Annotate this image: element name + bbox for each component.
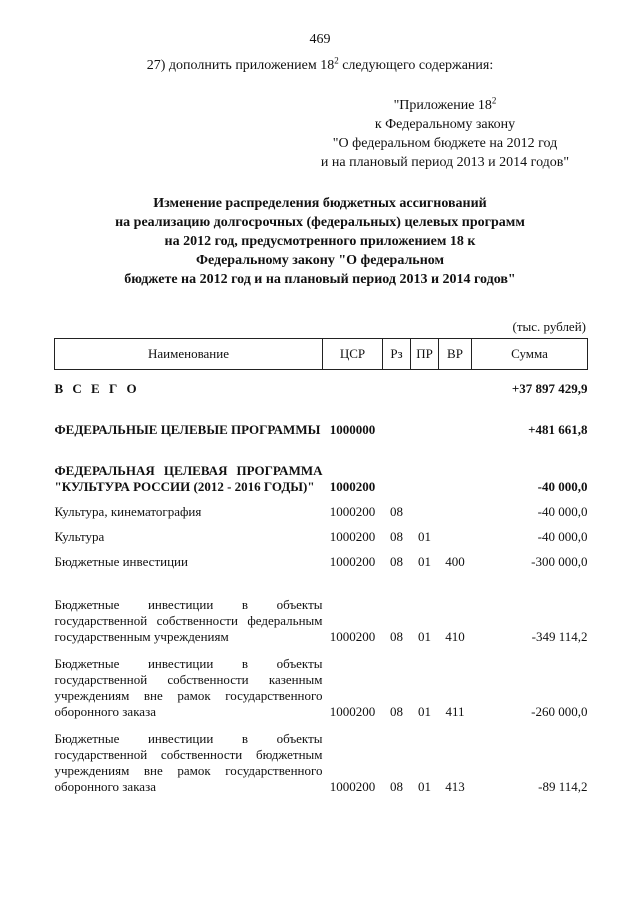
cell-pr: 01	[418, 529, 431, 544]
cell-rz: 08	[390, 554, 403, 569]
cell-csr: 1000200	[329, 504, 376, 519]
cell-pr	[411, 404, 439, 438]
table-row	[55, 652, 588, 720]
header-name: Наименование	[55, 339, 323, 370]
cell-csr: 1000200	[329, 704, 376, 719]
cell-name: Бюджетные инвестиции в объекты государственной собственности казенным учреждениям вне рамок государственного оборонного заказа	[54, 656, 323, 719]
header-csr: ЦСР	[323, 339, 383, 370]
cell-rz: 08	[390, 504, 403, 519]
table-row-total	[55, 377, 588, 397]
cell-rz: 08	[390, 529, 403, 544]
cell-sum: -89 114,2	[538, 779, 588, 794]
cell-csr: 1000200	[329, 629, 376, 644]
cell-vr	[439, 445, 472, 495]
cell-csr: 1000200	[329, 479, 376, 494]
budget-table	[54, 338, 588, 795]
cell-rz	[383, 445, 411, 495]
header-rz: Рз	[383, 339, 411, 370]
cell-name: Культура	[54, 529, 105, 544]
cell-csr: 1000000	[329, 422, 376, 437]
cell-rz	[383, 404, 411, 438]
appendix-line-1-text: "Приложение 18	[393, 98, 492, 113]
appendix-reference	[300, 96, 590, 172]
cell-vr: 410	[445, 629, 465, 644]
cell-pr: 01	[418, 704, 431, 719]
title-line: Изменение распределения бюджетных ассигнований	[153, 196, 487, 211]
intro-line	[0, 55, 640, 74]
cell-rz: 08	[390, 704, 403, 719]
table-header-row	[55, 339, 588, 370]
cell-rz: 08	[390, 629, 403, 644]
cell-sum: -260 000,0	[531, 704, 588, 719]
cell-sum: -40 000,0	[537, 479, 588, 494]
table-row	[55, 552, 588, 570]
cell-csr: 1000200	[329, 554, 376, 569]
cell-sum: +37 897 429,9	[511, 381, 588, 396]
table-row	[55, 502, 588, 520]
cell-rz	[383, 377, 411, 397]
cell-pr	[411, 502, 439, 520]
cell-vr	[439, 527, 472, 545]
table-row	[55, 527, 588, 545]
cell-vr: 413	[445, 779, 465, 794]
cell-csr	[323, 377, 383, 397]
table-row	[55, 445, 588, 495]
table-row	[55, 727, 588, 795]
cell-csr: 1000200	[329, 529, 376, 544]
title-line: бюджете на 2012 год и на плановый период 2013 и 2014 годов"	[124, 272, 516, 287]
cell-name: Бюджетные инвестиции	[54, 554, 188, 569]
table-row	[55, 404, 588, 438]
cell-sum: +481 661,8	[528, 422, 588, 437]
cell-pr: 01	[418, 554, 431, 569]
cell-name: ФЕДЕРАЛЬНЫЕ ЦЕЛЕВЫЕ ПРОГРАММЫ	[54, 422, 321, 437]
title-line: на реализацию долгосрочных (федеральных) целевых программ	[115, 215, 525, 230]
cell-vr	[439, 502, 472, 520]
page-number: 469	[309, 32, 331, 47]
cell-vr	[439, 404, 472, 438]
cell-vr: 411	[445, 704, 465, 719]
header-pr: ПР	[411, 339, 439, 370]
cell-sum: -300 000,0	[531, 554, 588, 569]
appendix-superscript: 2	[491, 95, 497, 106]
cell-sum: -40 000,0	[537, 504, 588, 519]
cell-pr: 01	[418, 779, 431, 794]
cell-pr	[411, 445, 439, 495]
cell-pr: 01	[418, 629, 431, 644]
table-row	[55, 577, 588, 645]
intro-text: 27) дополнить приложением 18	[146, 58, 335, 73]
title-line: Федеральному закону "О федеральном	[195, 253, 445, 268]
document-title	[70, 194, 570, 289]
cell-sum: -40 000,0	[537, 529, 588, 544]
cell-vr: 400	[445, 554, 465, 569]
header-sum: Сумма	[472, 339, 588, 370]
cell-name: ФЕДЕРАЛЬНАЯ ЦЕЛЕВАЯ ПРОГРАММА "КУЛЬТУРА РОССИИ (2012 - 2016 ГОДЫ)"	[54, 463, 323, 494]
cell-name: Бюджетные инвестиции в объекты государственной собственности федеральным государственным учреждениям	[54, 597, 323, 644]
cell-name: Бюджетные инвестиции в объекты государственной собственности бюджетным учреждениям вне рамок государственного оборонного заказа	[54, 731, 323, 794]
intro-superscript: 2	[334, 55, 339, 66]
cell-pr	[411, 377, 439, 397]
intro-text-after: следующего содержания:	[338, 58, 494, 73]
cell-vr	[439, 377, 472, 397]
appendix-line-1	[300, 96, 590, 115]
title-line: на 2012 год, предусмотренного приложением 18 к	[164, 234, 476, 249]
cell-rz: 08	[390, 779, 403, 794]
appendix-line-2: к Федеральному закону	[374, 117, 516, 132]
appendix-line-3: "О федеральном бюджете на 2012 год	[332, 136, 558, 151]
cell-name: Культура, кинематография	[54, 504, 202, 519]
cell-csr: 1000200	[329, 779, 376, 794]
unit-note: (тыс. рублей)	[512, 319, 586, 334]
cell-sum: -349 114,2	[531, 629, 588, 644]
appendix-line-4: и на плановый период 2013 и 2014 годов"	[320, 155, 570, 170]
cell-name: В С Е Г О	[54, 381, 140, 396]
header-vr: ВР	[439, 339, 472, 370]
